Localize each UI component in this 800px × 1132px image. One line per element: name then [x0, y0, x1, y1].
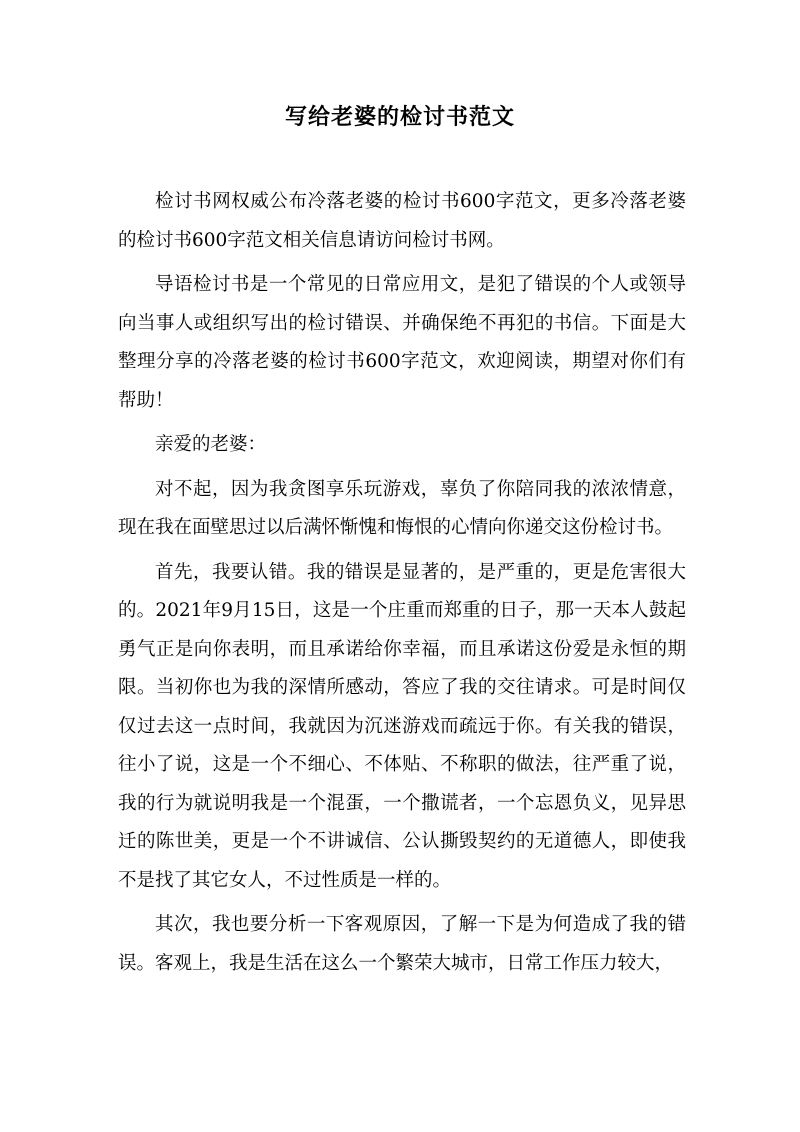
- paragraph-apology: 对不起，因为我贪图享乐玩游戏，辜负了你陪同我的浓浓情意，现在我在面壁思过以后满怀惭愧和悔恨的心情向你递交这份检讨书。: [118, 478, 686, 538]
- paragraph-guide: 导语检讨书是一个常见的日常应用文，是犯了错误的个人或领导向当事人或组织写出的检讨错误、并确保绝不再犯的书信。下面是大整理分享的冷落老婆的检讨书600字范文，欢迎阅读，期望对你们有帮助！: [118, 274, 686, 411]
- paragraph-intro: 检讨书网权威公布冷落老婆的检讨书600字范文，更多冷落老婆的检讨书600字范文相关信息请访问检讨书网。: [118, 191, 686, 251]
- paragraph-analysis: 其次，我也要分析一下客观原因，了解一下是为何造成了我的错误。客观上，我是生活在这么一个繁荣大城市，日常工作压力较大，: [118, 914, 686, 974]
- paragraph-salutation: 亲爱的老婆：: [155, 434, 267, 455]
- document-body: [118, 183, 686, 989]
- document-title: 写给老婆的检讨书范文: [284, 104, 515, 130]
- paragraph-admission: 首先，我要认错。我的错误是显著的，是严重的，更是危害很大的。2021年9月15日，这是一个庄重而郑重的日子，那一天本人鼓起勇气正是向你表明，而且承诺给你幸福，而且承诺这份爱是永恒的期限。当初你也为我的深情所感动，答应了我的交往请求。可是时间仅仅过去这一点时间，我就因为沉迷游戏而疏远于你。有关我的错误，往小了说，这是一个不细心、不体贴、不称职的做法，往严重了说，我的行为就说明我是一个混蛋，一个撒谎者，一个忘恩负义，见异思迁的陈世美，更是一个不讲诚信、公认撕毁契约的无道德人，即使我不是找了其它女人，不过性质是一样的。: [118, 561, 686, 891]
